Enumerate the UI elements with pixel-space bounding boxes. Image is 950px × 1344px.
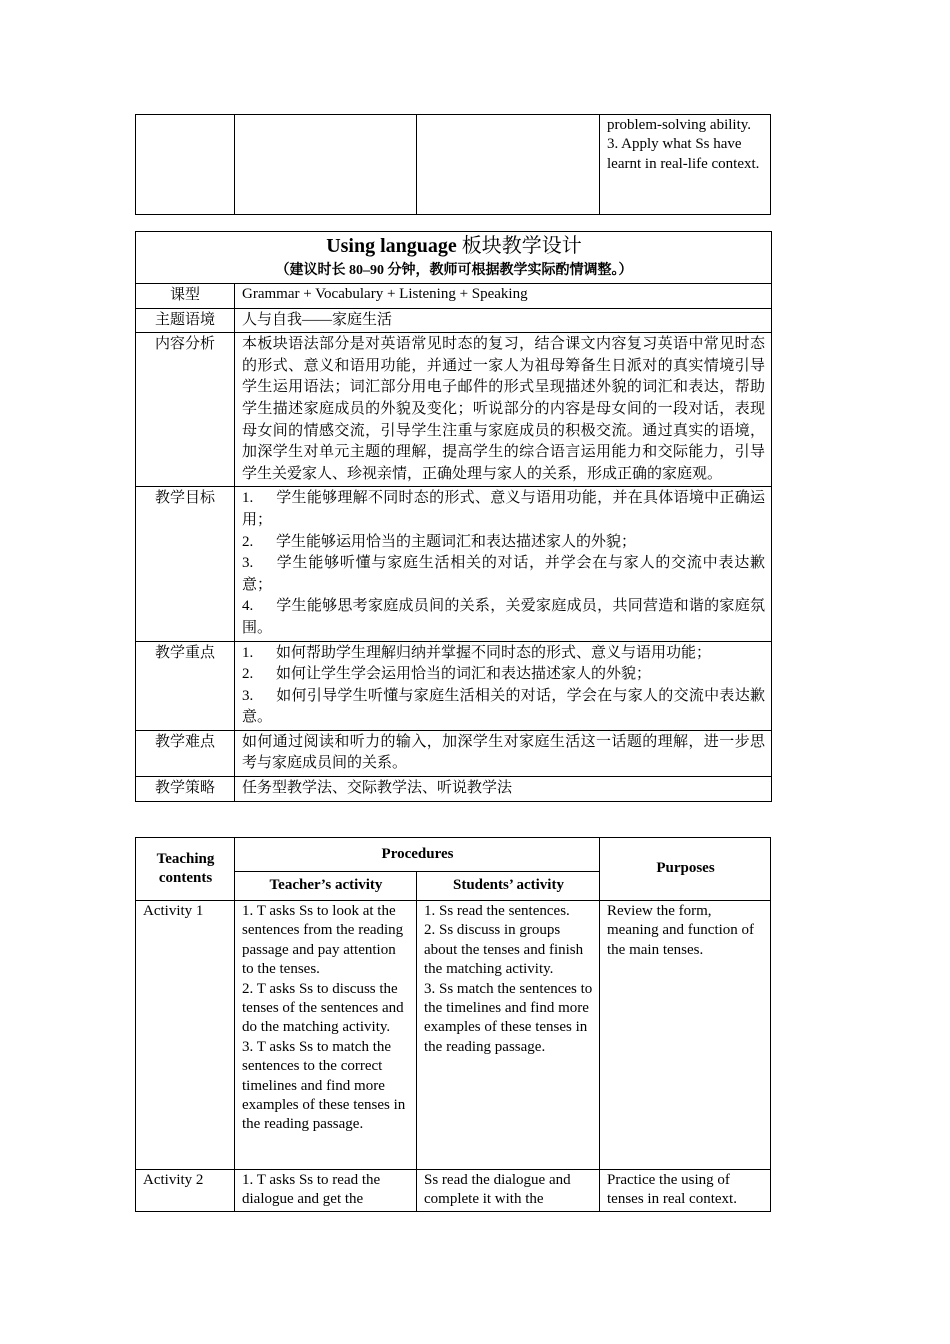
page-title-cn: 板块教学设计 (456, 235, 582, 257)
header-purposes: Purposes (600, 838, 771, 901)
list-item: 1. 如何帮助学生理解归纳并掌握不同时态的形式、意义与语用功能； (242, 644, 712, 661)
table-row (136, 115, 771, 215)
teacher-cell: 1. T asks Ss to look at the sentences from the reading passage and pay attention to the tenses. 2. T asks Ss to discuss the tenses of the sentences and do the matching activity. 3. T asks Ss to match the sentences to the correct timelines and find more examples of these tenses in the reading passage. (235, 901, 417, 1170)
row-label: 课型 (136, 284, 235, 309)
content-cell: Activity 2 (136, 1170, 235, 1212)
students-cell (417, 115, 600, 215)
header-teaching-contents: Teaching contents (136, 838, 235, 901)
header-teacher-activity: Teacher’s activity (235, 872, 417, 901)
teacher-cell: 1. T asks Ss to read the dialogue and get the (235, 1170, 417, 1212)
row-label: 内容分析 (136, 333, 235, 487)
table-row (136, 641, 772, 730)
purpose-cell: problem-solving ability. 3. Apply what Ss have learnt in real-life context. (600, 115, 771, 215)
row-value: 如何通过阅读和听力的输入，加深学生对家庭生活这一话题的理解，进一步思考与家庭成员间的关系。 (235, 730, 772, 776)
students-cell: Ss read the dialogue and complete it with the (417, 1170, 600, 1212)
row-label: 教学目标 (136, 487, 235, 641)
list-item: 1. 学生能够理解不同时态的形式、意义与语用功能，并在具体语境中正确运用； (242, 490, 765, 528)
row-value: 任务型教学法、交际教学法、听说教学法 (235, 777, 772, 802)
goals-list (235, 487, 772, 641)
table-row (136, 777, 772, 802)
content-cell: Activity 1 (136, 901, 235, 1170)
page-subtitle: （建议时长 80–90 分钟，教师可根据教学实际酌情调整。） (275, 263, 633, 278)
purpose-cell: Review the form, meaning and function of the main tenses. (600, 901, 771, 1170)
list-item: 3. 如何引导学生听懂与家庭生活相关的对话，学会在与家人的交流中表达歉意。 (242, 687, 765, 726)
table-row (136, 901, 771, 1170)
key-points-list (235, 641, 772, 730)
table-row (136, 487, 772, 641)
title-row (136, 232, 772, 284)
list-item: 2. 学生能够运用恰当的主题词汇和表达描述家人的外貌； (242, 533, 637, 550)
row-value: 本板块语法部分是对英语常见时态的复习，结合课文内容复习英语中常见时态的形式、意义和语用功能，并通过一家人为祖母筹备生日派对的真实情境引导学生运用语法；词汇部分用电子邮件的形式呈现描述外貌的词汇和表达，帮助学生描述家庭成员的外貌及变化；听说部分的内容是母女间的一段对话，表现母女间的情感交流，引导学生注重与家庭成员的积极交流。通过真实的语境，加深学生对单元主题的理解，提高学生的综合语言运用能力和交际能力，引导学生关爱家人、珍视亲情，正确处理与家人的关系，形成正确的家庭观。 (235, 333, 772, 487)
row-label: 教学重点 (136, 641, 235, 730)
content-cell (136, 115, 235, 215)
header-procedures: Procedures (235, 838, 600, 872)
table-row (136, 308, 772, 333)
design-table (135, 231, 772, 802)
table-row (136, 1170, 771, 1212)
teacher-cell (235, 115, 417, 215)
list-item: 2. 如何让学生学会运用恰当的词汇和表达描述家人的外貌； (242, 666, 652, 683)
row-value: Grammar + Vocabulary + Listening + Speaking (235, 284, 772, 309)
row-label: 教学难点 (136, 730, 235, 776)
purpose-cell: Practice the using of tenses in real context. (600, 1170, 771, 1212)
header-row (136, 838, 771, 872)
procedure-table (135, 837, 771, 1212)
table-row (136, 333, 772, 487)
page-title: Using language (326, 235, 457, 257)
row-label: 教学策略 (136, 777, 235, 802)
row-label: 主题语境 (136, 308, 235, 333)
header-students-activity: Students’ activity (417, 872, 600, 901)
continued-table (135, 114, 771, 215)
list-item: 3. 学生能够听懂与家庭生活相关的对话，并学会在与家人的交流中表达歉意； (242, 555, 765, 593)
students-cell: 1. Ss read the sentences. 2. Ss discuss in groups about the tenses and finish the matching activity. 3. Ss match the sentences to the timelines and find more examples of these tenses in the reading passage. (417, 901, 600, 1170)
row-value: 人与自我——家庭生活 (235, 308, 772, 333)
list-item: 4. 学生能够思考家庭成员间的关系，关爱家庭成员，共同营造和谐的家庭氛围。 (242, 598, 765, 636)
table-row (136, 730, 772, 776)
table-row (136, 284, 772, 309)
